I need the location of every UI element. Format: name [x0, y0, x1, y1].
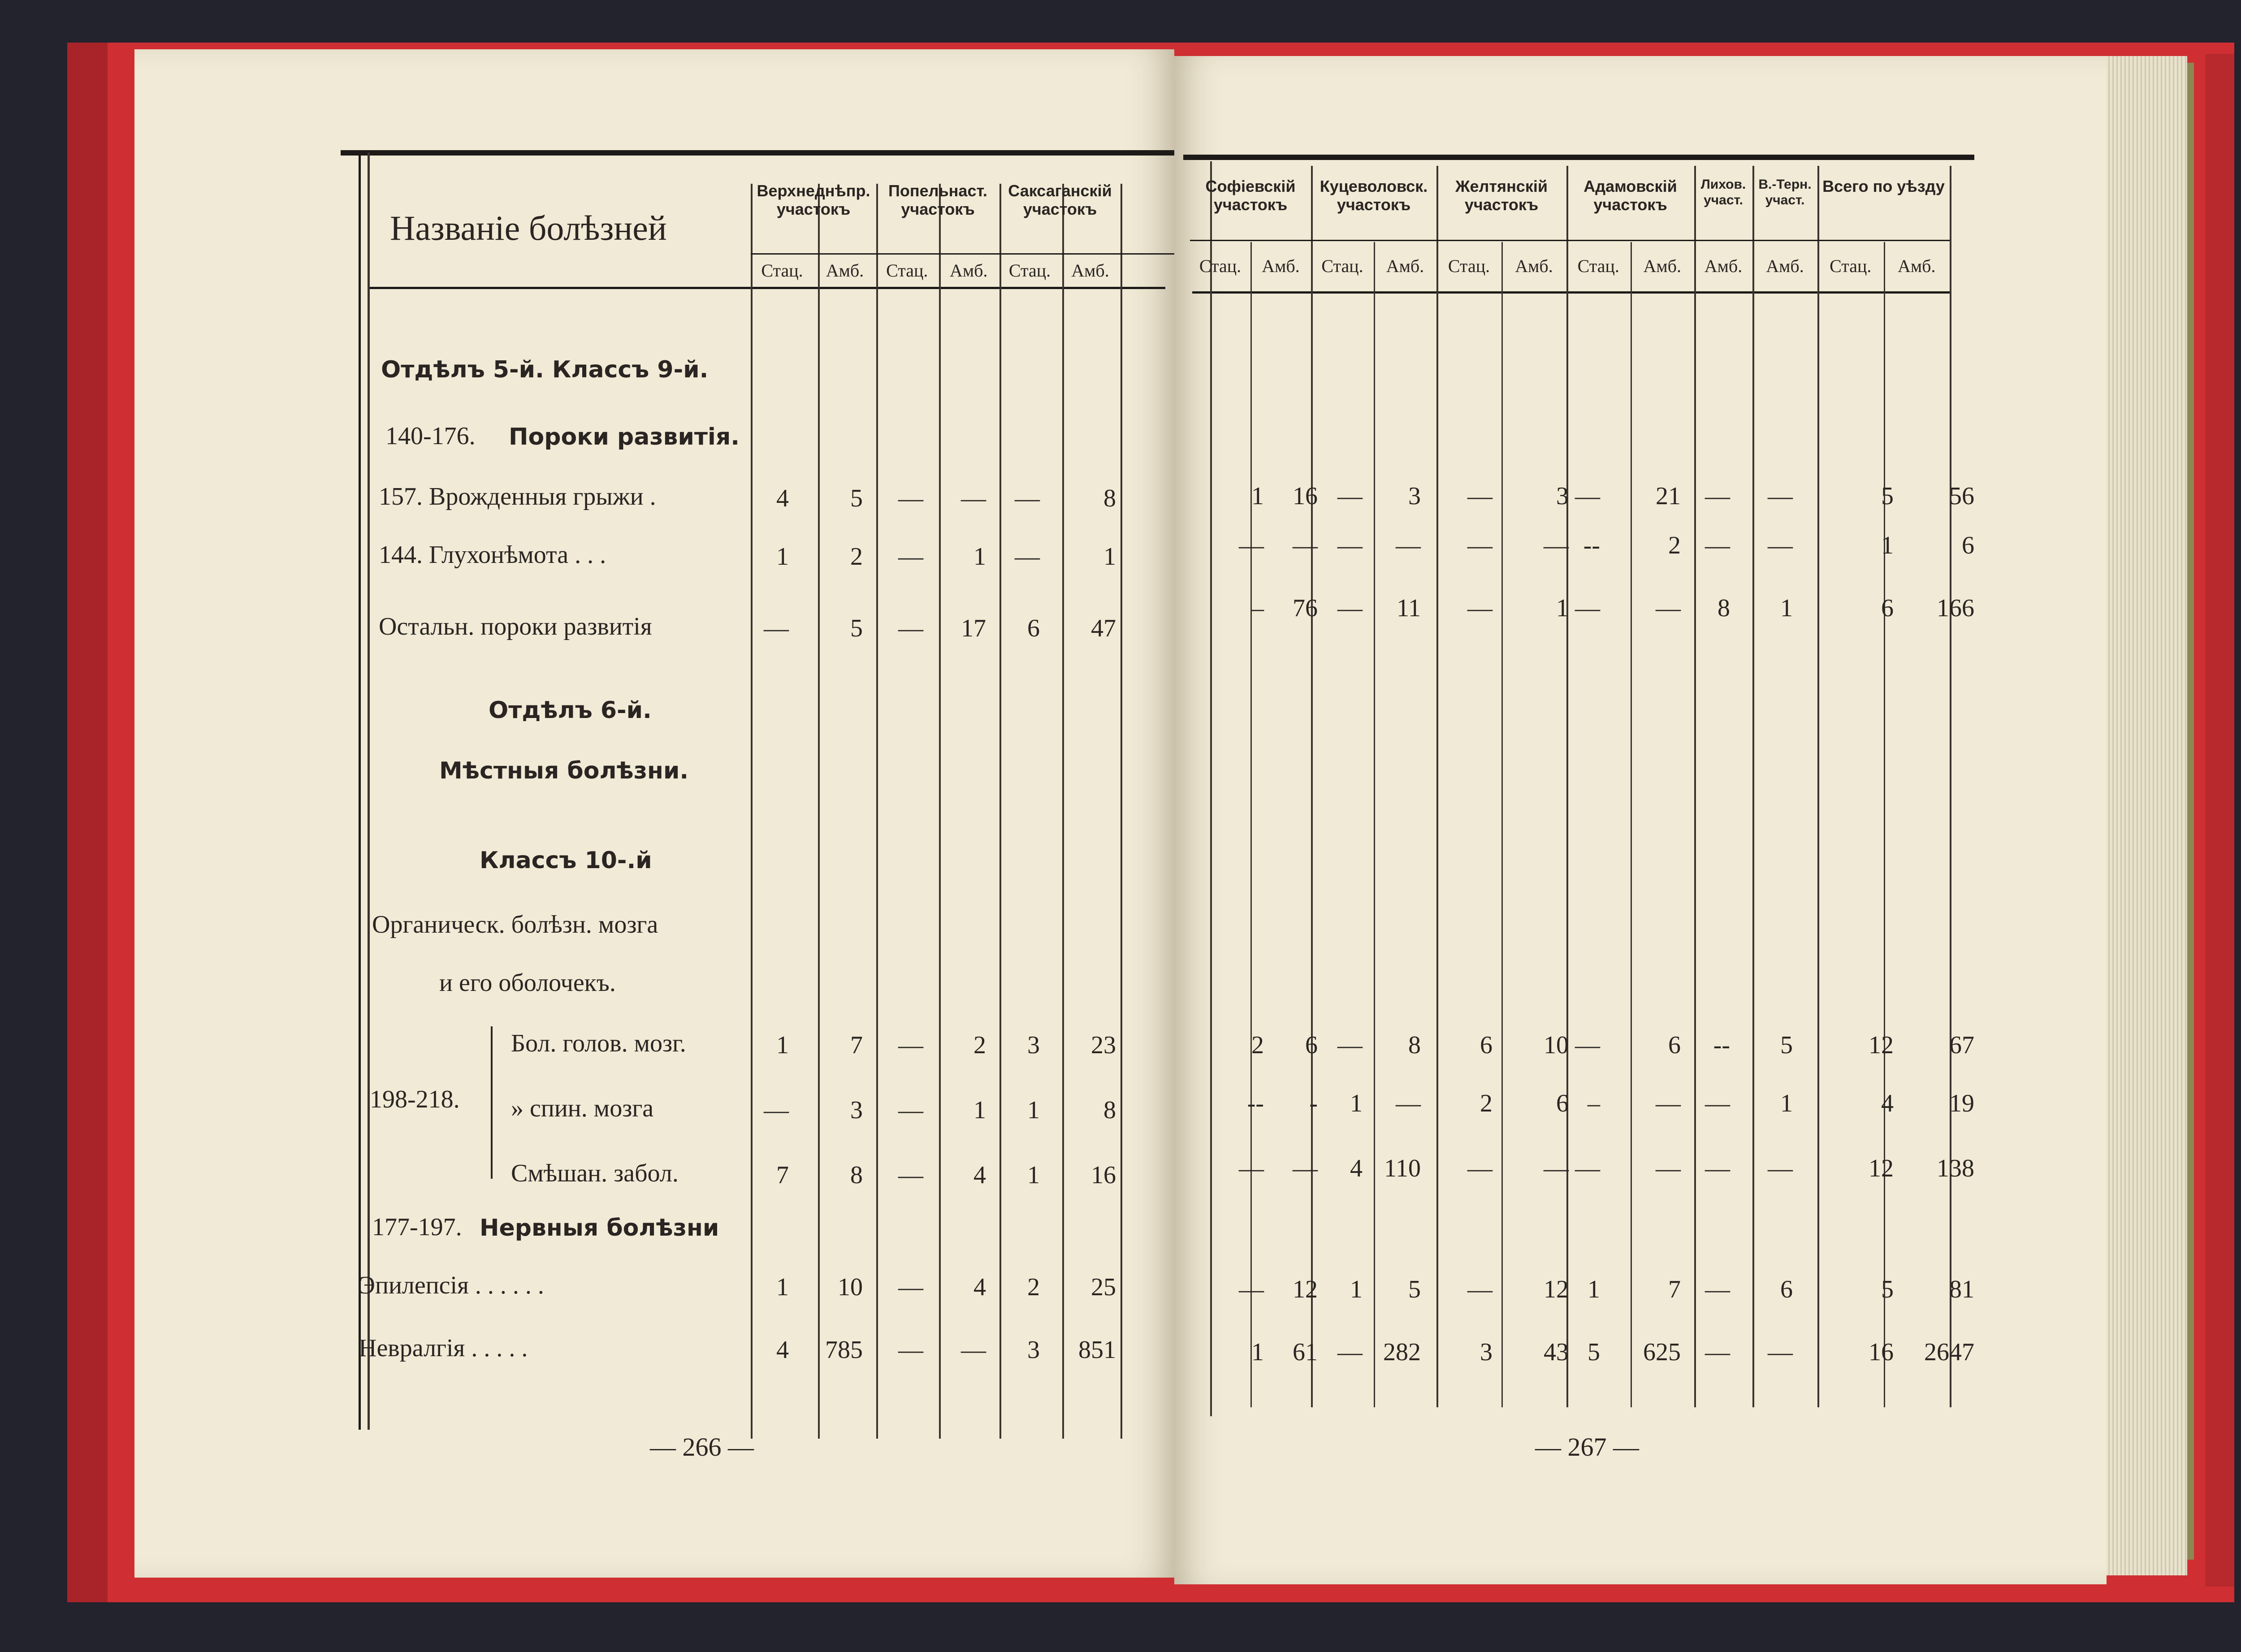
- table-cell: —: [764, 614, 789, 642]
- table-cell: —: [1656, 1155, 1681, 1182]
- table-cell: —: [1337, 482, 1363, 510]
- column-subheader: Стац.: [1321, 256, 1363, 276]
- column-subheader: Стац.: [1448, 256, 1490, 276]
- table-cell: 1: [973, 543, 986, 571]
- table-cell: 16: [1091, 1161, 1116, 1189]
- group-header-rule: [1190, 240, 1950, 241]
- column-group-header: Всего по уѣзду: [1822, 177, 1945, 195]
- table-cell: 10: [1544, 1031, 1569, 1059]
- table-cell: —: [1705, 1276, 1730, 1303]
- column-subheader: Амб.: [1704, 256, 1743, 276]
- table-cell: 4: [1881, 1090, 1894, 1117]
- left-page: [134, 49, 1174, 1578]
- table-cell: 6: [1305, 1031, 1318, 1059]
- section-heading-local: Мѣстныя болѣзни.: [439, 757, 689, 784]
- right-page-table: [1174, 56, 2107, 1584]
- column-subheader: Амб.: [1897, 256, 1936, 276]
- column-subheader: Амб.: [1515, 256, 1553, 276]
- table-cell: —: [898, 1273, 923, 1301]
- table-cell: —: [898, 543, 923, 571]
- column-subheader: Амб.: [1386, 256, 1424, 276]
- table-cell: 5: [1408, 1276, 1421, 1303]
- column-subheader: Стац.: [1577, 256, 1619, 276]
- table-cell: —: [1293, 532, 1318, 559]
- table-cell: —: [1467, 532, 1493, 559]
- table-top-rule: [1183, 155, 1974, 160]
- table-cell: 5: [1588, 1338, 1600, 1366]
- table-cell: —: [1705, 532, 1730, 559]
- table-cell: —: [1768, 1155, 1793, 1182]
- table-cell: 19: [1949, 1090, 1974, 1117]
- column-group-header: Лихов. участ.: [1700, 177, 1746, 208]
- table-cell: 5: [850, 484, 863, 512]
- table-cell: —: [1544, 1155, 1569, 1182]
- table-cell: 851: [1078, 1336, 1116, 1364]
- table-cell: 2: [1251, 1031, 1264, 1059]
- table-cell: 47: [1091, 614, 1116, 642]
- column-group-header: В.-Терн. участ.: [1758, 177, 1812, 208]
- table-cell: —: [1467, 594, 1493, 622]
- column-rule: [1884, 242, 1885, 1407]
- table-cell: —: [1656, 594, 1681, 622]
- table-cell: —: [1337, 1031, 1363, 1059]
- table-cell: 4: [776, 484, 789, 512]
- brace-bracket: [491, 1026, 493, 1179]
- table-cell: 5: [1881, 1276, 1894, 1303]
- page-number: — 266 —: [650, 1432, 754, 1462]
- table-cell: 8: [1718, 594, 1730, 622]
- column-subheader: Амб.: [1766, 256, 1804, 276]
- table-cell: 7: [776, 1161, 789, 1189]
- table-cell: 6: [1668, 1031, 1681, 1059]
- table-cell: —: [1396, 1090, 1421, 1117]
- table-cell: 3: [1027, 1031, 1040, 1059]
- table-cell: 12: [1544, 1276, 1569, 1303]
- table-cell: —: [1575, 1031, 1600, 1059]
- table-cell: —: [1293, 1155, 1318, 1182]
- table-cell: —: [1015, 484, 1040, 512]
- table-cell: 785: [825, 1336, 863, 1364]
- table-cell: –: [1588, 1090, 1600, 1117]
- table-cell: 7: [1668, 1276, 1681, 1303]
- table-cell: —: [1575, 1155, 1600, 1182]
- table-cell: 4: [776, 1336, 789, 1364]
- column-rule: [999, 184, 1001, 1439]
- table-cell: 6: [1780, 1276, 1793, 1303]
- table-cell: 5: [1780, 1031, 1793, 1059]
- column-rule: [818, 184, 820, 1439]
- table-cell: 6: [1480, 1031, 1493, 1059]
- table-cell: 5: [850, 614, 863, 642]
- column-subheader: Амб.: [1262, 256, 1300, 276]
- column-rule: [751, 184, 753, 1439]
- column-rule: [1374, 242, 1375, 1407]
- header-left-border: [359, 152, 361, 1430]
- row-label: Остальн. пороки развитія: [379, 613, 652, 640]
- table-cell: —: [1705, 482, 1730, 510]
- table-left-border: [1210, 161, 1212, 1416]
- table-cell: —: [1768, 482, 1793, 510]
- table-cell: 110: [1384, 1155, 1421, 1182]
- right-page: [1174, 56, 2107, 1584]
- table-cell: —: [898, 1096, 923, 1124]
- column-subheader: Стац.: [1830, 256, 1872, 276]
- column-group-header: Адамовскій участокъ: [1583, 177, 1677, 214]
- row-label: 157. Врожденныя грыжи .: [379, 483, 656, 510]
- table-cell: 8: [1408, 1031, 1421, 1059]
- row-label: Невралгія . . . . .: [359, 1334, 528, 1362]
- table-cell: 12: [1293, 1276, 1318, 1303]
- table-cell: 1: [776, 543, 789, 571]
- table-cell: —: [1015, 543, 1040, 571]
- range-140: 140-176.: [385, 422, 476, 450]
- range-198: 198-218.: [370, 1085, 460, 1113]
- table-cell: 67: [1949, 1031, 1974, 1059]
- table-cell: —: [1239, 1155, 1264, 1182]
- cover-edge-left: [67, 43, 108, 1602]
- column-rule: [1501, 242, 1503, 1407]
- table-cell: —: [1768, 1338, 1793, 1366]
- column-rule: [1631, 242, 1632, 1407]
- table-cell: 3: [850, 1096, 863, 1124]
- table-top-rule: [341, 150, 1273, 156]
- table-cell: —: [1705, 1090, 1730, 1117]
- table-cell: —: [1467, 1155, 1493, 1182]
- column-group-rule: [1311, 166, 1313, 1407]
- column-group-rule: [1566, 166, 1568, 1407]
- table-cell: 1: [1588, 1276, 1600, 1303]
- table-cell: —: [961, 1336, 986, 1364]
- table-cell: 2647: [1924, 1338, 1974, 1366]
- table-cell: 3: [1556, 482, 1569, 510]
- column-subheader: Стац.: [761, 260, 803, 281]
- cover-edge-right: [2205, 54, 2234, 1587]
- column-rule: [1062, 184, 1064, 1439]
- table-cell: 4: [973, 1161, 986, 1189]
- table-cell: —: [1544, 532, 1569, 559]
- table-cell: 1: [1556, 594, 1569, 622]
- column-group-rule: [1694, 166, 1696, 1407]
- table-cell: 61: [1293, 1338, 1318, 1366]
- table-cell: 17: [961, 614, 986, 642]
- sub-row-label: » спин. мозга: [511, 1094, 654, 1122]
- table-cell: —: [1396, 532, 1421, 559]
- table-cell: 12: [1869, 1155, 1894, 1182]
- table-cell: 2: [1027, 1273, 1040, 1301]
- table-cell: —: [1656, 1090, 1681, 1117]
- table-cell: 1: [1780, 594, 1793, 622]
- table-cell: 8: [1103, 1096, 1116, 1124]
- table-cell: 23: [1091, 1031, 1116, 1059]
- table-cell: 1: [1780, 1090, 1793, 1117]
- header-bottom-rule: [368, 287, 1165, 289]
- column-group-header: Софіевскій участокъ: [1205, 177, 1296, 214]
- sub-row-label: Смѣшан. забол.: [511, 1159, 679, 1187]
- page-stack: [2098, 56, 2187, 1575]
- table-cell: 3: [1480, 1338, 1493, 1366]
- table-cell: 2: [1668, 532, 1681, 559]
- section-heading-dept6: Отдѣлъ 6-й.: [489, 697, 652, 724]
- table-cell: —: [898, 484, 923, 512]
- table-cell: 1: [1251, 482, 1264, 510]
- table-cell: 7: [850, 1031, 863, 1059]
- column-rule: [1250, 242, 1252, 1407]
- table-cell: 2: [1480, 1090, 1493, 1117]
- row-label-organic-2: и его оболочекъ.: [439, 969, 616, 997]
- section-heading-class10: Классъ 10-.й: [480, 847, 652, 874]
- column-group-header: Желтянскій участокъ: [1455, 177, 1548, 214]
- section-title-pороки: Пороки развитія.: [509, 424, 740, 450]
- column-rule: [1120, 184, 1122, 1439]
- table-cell: —: [898, 1336, 923, 1364]
- table-cell: —: [1239, 1276, 1264, 1303]
- table-cell: 10: [838, 1273, 863, 1301]
- table-cell: --: [1713, 1031, 1730, 1059]
- column-group-header: Куцеволовск. участокъ: [1320, 177, 1428, 214]
- table-cell: -: [1309, 1090, 1318, 1117]
- column-group-header: Саксаганскій участокъ: [1008, 182, 1112, 219]
- column-rule: [939, 184, 941, 1439]
- column-group-rule: [1436, 166, 1438, 1407]
- column-subheader: Амб.: [1071, 260, 1109, 281]
- table-cell: —: [1239, 532, 1264, 559]
- table-cell: 1: [1251, 1338, 1264, 1366]
- table-cell: 138: [1937, 1155, 1974, 1182]
- table-cell: 4: [1350, 1155, 1363, 1182]
- column-group-header: Верхнеднѣпр. участокъ: [757, 182, 870, 219]
- table-cell: 8: [850, 1161, 863, 1189]
- table-cell: 25: [1091, 1273, 1116, 1301]
- table-cell: 16: [1293, 482, 1318, 510]
- column-subheader: Стац.: [1008, 260, 1051, 281]
- column-subheader: Амб.: [1643, 256, 1682, 276]
- table-cell: 1: [1027, 1161, 1040, 1189]
- row-label-organic: Органическ. болѣзн. мозга: [372, 911, 658, 938]
- table-cell: —: [1705, 1155, 1730, 1182]
- table-cell: 3: [1408, 482, 1421, 510]
- table-cell: —: [1337, 1338, 1363, 1366]
- table-cell: 8: [1103, 484, 1116, 512]
- table-cell: 11: [1397, 594, 1421, 622]
- column-group-rule: [1817, 166, 1819, 1407]
- table-cell: 6: [1556, 1090, 1569, 1117]
- table-cell: 1: [1350, 1276, 1363, 1303]
- table-cell: —: [1467, 1276, 1493, 1303]
- column-group-rule: [1752, 166, 1754, 1407]
- column-group-header: Попельнаст. участокъ: [888, 182, 987, 219]
- table-cell: 166: [1937, 594, 1974, 622]
- column-subheader: Стац.: [1199, 256, 1242, 276]
- section-title-nervous: Нервныя болѣзни: [480, 1215, 719, 1241]
- table-cell: —: [1575, 482, 1600, 510]
- table-cell: 43: [1544, 1338, 1569, 1366]
- table-cell: 3: [1027, 1336, 1040, 1364]
- table-left-border: [368, 152, 370, 1430]
- table-cell: 1: [1027, 1096, 1040, 1124]
- table-cell: 21: [1656, 482, 1681, 510]
- table-cell: 282: [1383, 1338, 1421, 1366]
- table-cell: —: [764, 1096, 789, 1124]
- table-cell: —: [1768, 532, 1793, 559]
- table-cell: —: [898, 614, 923, 642]
- column-subheader: Амб.: [826, 260, 864, 281]
- table-cell: 1: [973, 1096, 986, 1124]
- table-cell: –: [1251, 594, 1264, 622]
- table-cell: —: [1575, 594, 1600, 622]
- page-number: — 267 —: [1535, 1432, 1639, 1462]
- table-cell: --: [1583, 532, 1600, 559]
- column-subheader: Стац.: [886, 260, 928, 281]
- table-cell: —: [961, 484, 986, 512]
- table-cell: 1: [776, 1031, 789, 1059]
- table-cell: —: [1337, 532, 1363, 559]
- table-cell: 5: [1881, 482, 1894, 510]
- table-cell: 12: [1869, 1031, 1894, 1059]
- table-cell: 1: [776, 1273, 789, 1301]
- table-cell: —: [898, 1161, 923, 1189]
- table-cell: 16: [1869, 1338, 1894, 1366]
- column-rule: [876, 184, 878, 1439]
- table-cell: 1: [1350, 1090, 1363, 1117]
- table-cell: —: [898, 1031, 923, 1059]
- table-cell: —: [1705, 1338, 1730, 1366]
- table-cell: 4: [973, 1273, 986, 1301]
- column-group-rule: [1950, 166, 1951, 1407]
- table-cell: 2: [973, 1031, 986, 1059]
- table-cell: 76: [1293, 594, 1318, 622]
- table-cell: 56: [1949, 482, 1974, 510]
- section-heading-dept5: Отдѣлъ 5-й. Классъ 9-й.: [381, 356, 709, 383]
- left-page-table: [134, 49, 1174, 1578]
- table-cell: 625: [1643, 1338, 1681, 1366]
- range-177: 177-197.: [372, 1213, 462, 1241]
- header-bottom-rule: [1192, 291, 1950, 294]
- table-cell: 1: [1103, 543, 1116, 571]
- table-cell: 6: [1962, 532, 1974, 559]
- row-label: 144. Глухонѣмота . . .: [379, 541, 606, 569]
- table-cell: 2: [850, 543, 863, 571]
- table-cell: —: [1467, 482, 1493, 510]
- table-cell: 1: [1881, 532, 1894, 559]
- column-subheader: Амб.: [949, 260, 988, 281]
- table-cell: 6: [1881, 594, 1894, 622]
- table-cell: 81: [1949, 1276, 1974, 1303]
- table-cell: 6: [1027, 614, 1040, 642]
- sub-row-label: Бол. голов. мозг.: [511, 1029, 686, 1057]
- table-cell: --: [1247, 1090, 1264, 1117]
- table-cell: —: [1337, 594, 1363, 622]
- row-label: Эпилепсія . . . . . .: [359, 1271, 544, 1299]
- header-title: Названіе болѣзней: [390, 208, 667, 247]
